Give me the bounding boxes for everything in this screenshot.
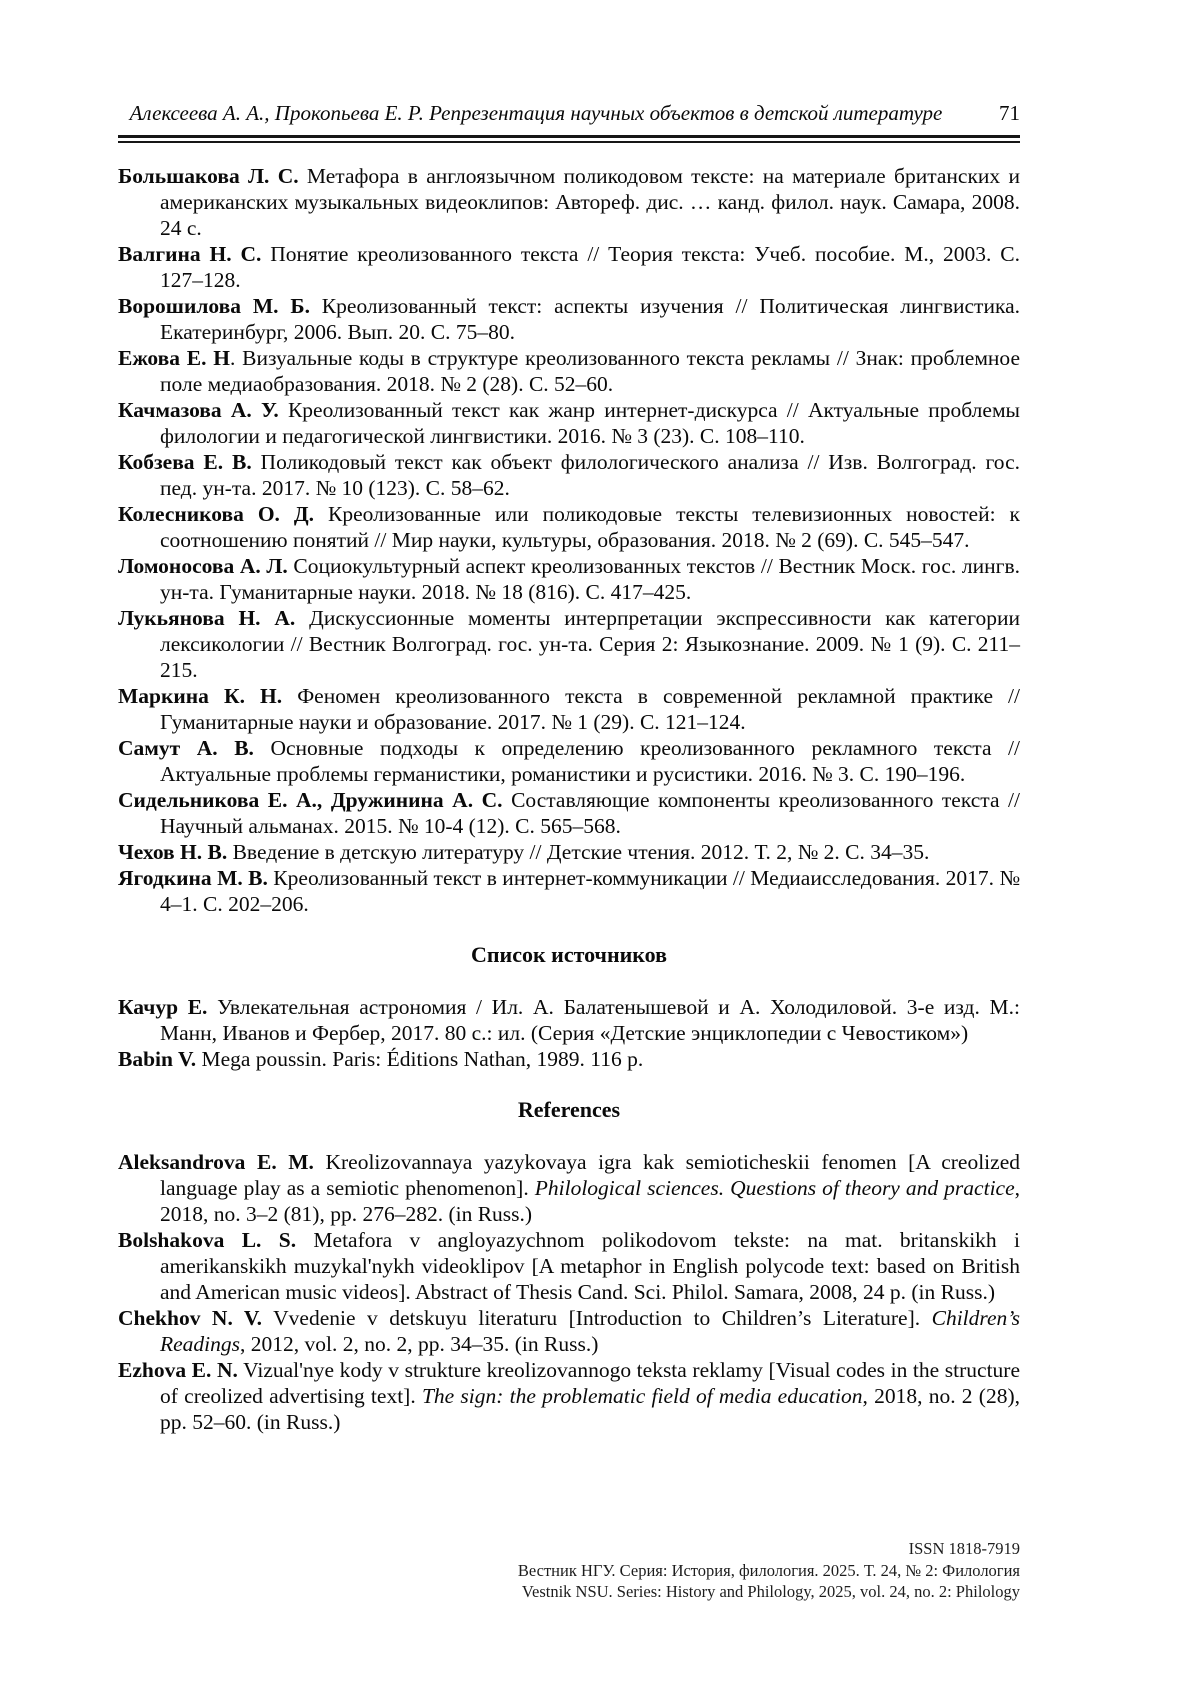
reference-item bbox=[118, 501, 1020, 553]
reference-text-segment: . Визуальные коды в структуре креолизованного текста рекламы // Знак: проблемное поле медиаобразования. 2018. № 2 (28). С. 52–60. bbox=[160, 346, 1020, 396]
page-number: 71 bbox=[999, 101, 1020, 125]
reference-text-segment: Ягодкина М. В. bbox=[118, 866, 268, 890]
reference-text-segment: Кобзева Е. В. bbox=[118, 450, 252, 474]
reference-text-segment: Основные подходы к определению креолизованного рекламного текста // Актуальные проблемы германистики, романистики и русистики. 2016. № 3. С. 190–196. bbox=[160, 736, 1020, 786]
reference-item bbox=[118, 1227, 1020, 1305]
reference-text-segment: , 2018, no. 2 (28), pp. 52–60. (in Russ.) bbox=[160, 1384, 1020, 1434]
sources-list bbox=[118, 994, 1020, 1072]
reference-text-segment: Большакова Л. С. bbox=[118, 164, 299, 188]
reference-item bbox=[118, 345, 1020, 397]
references-heading: References bbox=[517, 1097, 621, 1122]
footer-issn: ISSN 1818-7919 bbox=[908, 1539, 1020, 1558]
references-list bbox=[118, 1149, 1020, 1435]
reference-text-segment: Креолизованный текст как жанр интернет-дискурса // Актуальные проблемы филологии и педагогической лингвистики. 2016. № 3 (23). С. 108–110. bbox=[160, 398, 1020, 448]
reference-item bbox=[118, 397, 1020, 449]
reference-text-segment: Поликодовый текст как объект филологического анализа // Изв. Волгоград. гос. пед. ун-та. 2017. № 10 (123). С. 58–62. bbox=[160, 450, 1020, 500]
reference-text-segment: Ежова Е. Н bbox=[118, 346, 230, 370]
reference-item bbox=[118, 1305, 1020, 1357]
reference-text-segment: Увлекательная астрономия / Ил. А. Балатенышевой и А. Холодиловой. 3-е изд. М.: Манн, Иванов и Фербер, 2017. 80 с.: ил. (Серия «Детские энциклопедии с Чевостиком») bbox=[160, 995, 1020, 1045]
reference-text-segment: Ezhova E. N. bbox=[118, 1358, 238, 1382]
reference-text-segment: The sign: the problematic field of media education bbox=[421, 1384, 863, 1408]
running-header bbox=[118, 100, 1020, 143]
reference-item bbox=[118, 787, 1020, 839]
reference-text-segment: Ворошилова М. Б. bbox=[118, 294, 310, 318]
reference-item bbox=[118, 735, 1020, 787]
reference-item bbox=[118, 163, 1020, 241]
reference-text-segment: Чехов Н. В. bbox=[118, 840, 228, 864]
reference-text-segment: Маркина К. Н. bbox=[118, 684, 283, 708]
reference-text-segment: Kreolizovannaya yazykovaya igra kak semioticheskii fenomen [A creolized language play as a semiotic phenomenon]. bbox=[160, 1150, 1020, 1200]
reference-text-segment: Vizual'nye kody v strukture kreolizovannogo teksta reklamy [Visual codes in the structure of creolized advertising text]. bbox=[160, 1358, 1020, 1408]
reference-text-segment: , 2012, vol. 2, no. 2, pp. 34–35. (in Russ.) bbox=[240, 1332, 599, 1356]
reference-text-segment: Лукьянова Н. А. bbox=[118, 606, 296, 630]
reference-text-segment: Креолизованный текст: аспекты изучения // Политическая лингвистика. Екатеринбург, 2006. Вып. 20. С. 75–80. bbox=[160, 294, 1020, 344]
reference-text-segment: Метафора в англоязычном поликодовом тексте: на материале британских и американских музыкальных видеоклипов: Автореф. дис. … канд. филол. наук. Самара, 2008. 24 с. bbox=[160, 164, 1020, 240]
reference-text-segment: Валгина Н. С. bbox=[118, 242, 262, 266]
reference-item bbox=[118, 1149, 1020, 1227]
reference-text-segment: Креолизованные или поликодовые тексты телевизионных новостей: к соотношению понятий // Мир науки, культуры, образования. 2018. № 2 (69). С. 545–547. bbox=[160, 502, 1020, 552]
reference-text-segment: Aleksandrova E. M. bbox=[118, 1150, 314, 1174]
footer-journal-ru: Вестник НГУ. Серия: История, филология. 2025. Т. 24, № 2: Филология bbox=[517, 1560, 1020, 1580]
reference-text-segment: Составляющие компоненты креолизованного текста // Научный альманах. 2015. № 10-4 (12). С. 565–568. bbox=[160, 788, 1020, 838]
reference-text-segment: Дискуссионные моменты интерпретации экспрессивности как категории лексикологии // Вестник Волгоград. гос. ун-та. Серия 2: Языкознание. 2009. № 1 (9). С. 211–215. bbox=[160, 606, 1021, 682]
reference-text-segment: Понятие креолизованного текста // Теория текста: Учеб. пособие. М., 2003. С. 127–128. bbox=[160, 242, 1020, 292]
reference-item bbox=[118, 994, 1020, 1046]
reference-text-segment: Социокультурный аспект креолизованных текстов // Вестник Моск. гос. лингв. ун-та. Гуманитарные науки. 2018. № 18 (816). С. 417–425. bbox=[160, 554, 1020, 604]
reference-text-segment: Bolshakova L. S. bbox=[118, 1228, 297, 1252]
sources-heading: Список источников bbox=[470, 942, 668, 967]
reference-item bbox=[118, 553, 1020, 605]
reference-item bbox=[118, 1357, 1020, 1435]
running-header-line bbox=[118, 100, 1020, 126]
reference-item bbox=[118, 449, 1020, 501]
reference-item bbox=[118, 605, 1020, 683]
footer-journal-en: Vestnik NSU. Series: History and Philology, 2025, vol. 24, no. 2: Philology bbox=[521, 1582, 1020, 1601]
page-body bbox=[118, 163, 1020, 1435]
reference-item bbox=[118, 241, 1020, 293]
reference-text-segment: Колесникова О. Д. bbox=[118, 502, 315, 526]
reference-text-segment: Сидельникова Е. А., Дружинина А. С. bbox=[118, 788, 503, 812]
reference-text-segment: Philological sciences. Questions of theory and practice bbox=[534, 1176, 1015, 1200]
journal-footer bbox=[260, 1538, 1020, 1603]
reference-text-segment: Качмазова А. У. bbox=[118, 398, 279, 422]
reference-text-segment: Качур Е. bbox=[118, 995, 208, 1019]
reference-text-segment: Креолизованный текст в интернет-коммуникации // Медиаисследования. 2017. № 4–1. С. 202–206. bbox=[160, 866, 1020, 916]
reference-item bbox=[118, 1046, 1020, 1072]
references-section bbox=[118, 1149, 1020, 1435]
reference-text-segment: Chekhov N. V. bbox=[118, 1306, 263, 1330]
reference-text-segment: , 2018, no. 3–2 (81), pp. 276–282. (in Russ.) bbox=[160, 1176, 1020, 1226]
reference-text-segment: Mega poussin. Paris: Éditions Nathan, 1989. 116 p. bbox=[196, 1047, 644, 1071]
running-title: Алексеева А. А., Прокопьева Е. Р. Репрезентация научных объектов в детской литературе bbox=[129, 101, 943, 125]
reference-item bbox=[118, 865, 1020, 917]
reference-text-segment: Введение в детскую литературу // Детские чтения. 2012. Т. 2, № 2. С. 34–35. bbox=[227, 840, 930, 864]
reference-text-segment: Ломоносова А. Л. bbox=[118, 554, 288, 578]
bibliography-list bbox=[118, 163, 1020, 917]
reference-text-segment: Children’s Readings bbox=[160, 1306, 1021, 1356]
reference-text-segment: Babin V. bbox=[118, 1047, 197, 1071]
sources-section bbox=[118, 994, 1020, 1072]
bibliography-section bbox=[118, 163, 1020, 917]
reference-text-segment: Феномен креолизованного текста в современной рекламной практике // Гуманитарные науки и образование. 2017. № 1 (29). С. 121–124. bbox=[160, 684, 1021, 734]
reference-text-segment: Самут А. В. bbox=[118, 736, 254, 760]
reference-item bbox=[118, 683, 1020, 735]
reference-text-segment: Metafora v angloyazychnom polikodovom tekste: na mat. britanskikh i amerikanskikh muzykal'nykh videoklipov [A metaphor in English polycode text: based on British and American music videos]. Abstract of Thesis Cand. Sci. Philol. Samara, 2008, 24 p. (in Russ.) bbox=[160, 1228, 1020, 1304]
reference-item bbox=[118, 839, 1020, 865]
header-rule bbox=[118, 135, 1020, 143]
reference-item bbox=[118, 293, 1020, 345]
reference-text-segment: Vvedenie v detskuyu literaturu [Introduction to Children’s Literature]. bbox=[262, 1306, 932, 1330]
